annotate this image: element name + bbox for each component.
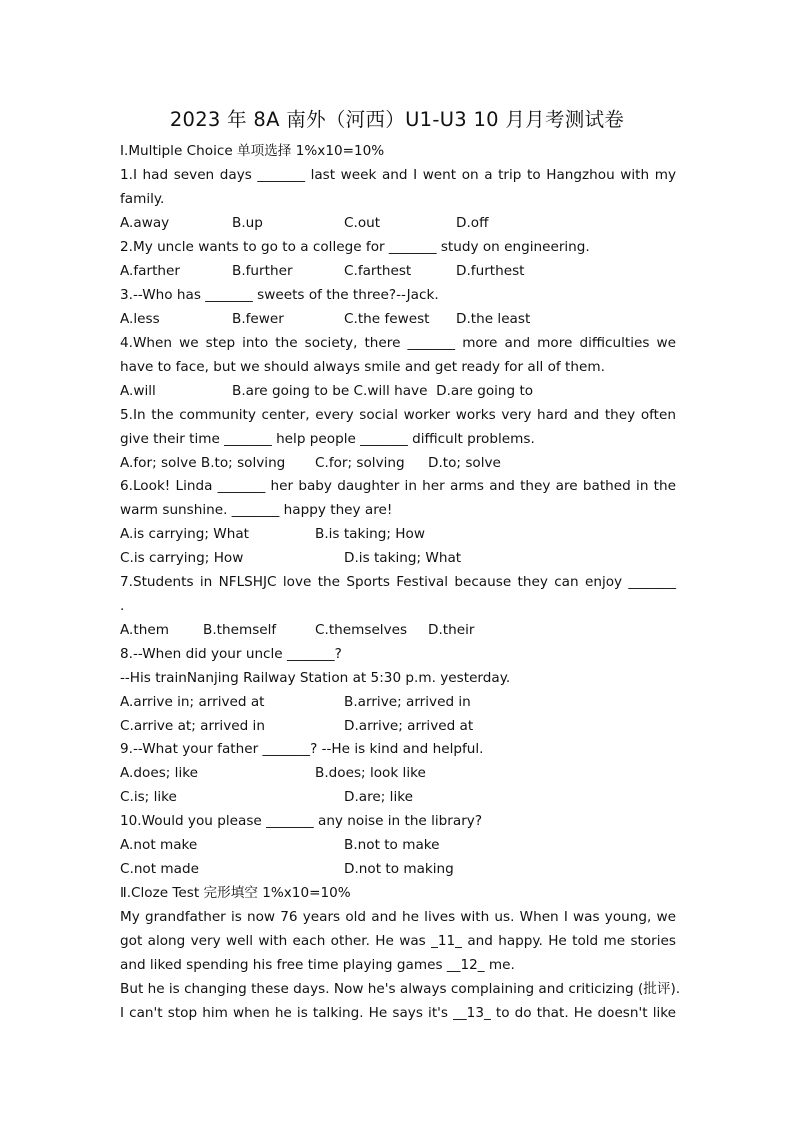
question-9-options-row-2 xyxy=(120,788,680,806)
option-b-c-d: B.are going to be C.will have D.are going to xyxy=(232,383,534,399)
cloze-passage-line-4: But he is changing these days. Now he's always complaining and criticizing (批评). xyxy=(120,981,681,997)
option-b: B.fewer xyxy=(232,311,284,327)
question-7-options xyxy=(120,621,680,639)
option-a: A.farther xyxy=(120,263,180,279)
option-c: C.for; solving xyxy=(315,455,405,471)
question-1-line-2: family. xyxy=(120,191,165,207)
option-d: D.the least xyxy=(456,311,531,327)
question-9-options-row-1 xyxy=(120,764,680,782)
section-2-heading: Ⅱ.Cloze Test 完形填空 1%x10=10% xyxy=(120,885,351,901)
option-d: D.are; like xyxy=(344,789,413,805)
option-b: B.arrive; arrived in xyxy=(344,694,471,710)
question-6-options-row-2 xyxy=(120,549,680,567)
question-4-line-2: have to face, but we should always smile and get ready for all of them. xyxy=(120,359,605,375)
question-7-line-2: . xyxy=(120,598,125,614)
question-8-options-row-2 xyxy=(120,717,680,735)
option-b: B.is taking; How xyxy=(315,526,425,542)
exam-title: 2023 年 8A 南外（河西）U1-U3 10 月月考测试卷 xyxy=(169,108,625,131)
option-c: C.the fewest xyxy=(344,311,430,327)
option-b: B.further xyxy=(232,263,293,279)
option-a: A.less xyxy=(120,311,160,327)
option-a: A.will xyxy=(120,383,156,399)
option-d: D.furthest xyxy=(456,263,525,279)
question-10-options-row-2 xyxy=(120,860,680,878)
question-5-line-1: 5.In the community center, every social worker works very hard and they often xyxy=(120,407,676,423)
cloze-passage-line-5: I can't stop him when he is talking. He says it's __13_ to do that. He doesn't like xyxy=(120,1005,676,1021)
question-2-line-1: 2.My uncle wants to go to a college for _______ study on engineering. xyxy=(120,239,590,255)
question-6-options-row-1 xyxy=(120,525,680,543)
question-5-options xyxy=(120,454,680,472)
option-c: C.is; like xyxy=(120,789,177,805)
option-d: D.not to making xyxy=(344,861,454,877)
option-a: A.away xyxy=(120,215,170,231)
question-8-line-1: 8.--When did your uncle _______? xyxy=(120,646,342,662)
question-10-line-1: 10.Would you please _______ any noise in the library? xyxy=(120,813,483,829)
option-a: A.them xyxy=(120,622,169,638)
question-8-options-row-1 xyxy=(120,693,680,711)
question-1-line-1: 1.I had seven days _______ last week and I went on a trip to Hangzhou with my xyxy=(120,167,676,183)
option-d: D.is taking; What xyxy=(344,550,462,566)
option-a: A.is carrying; What xyxy=(120,526,249,542)
option-d: D.arrive; arrived at xyxy=(344,718,474,734)
option-a-b: A.for; solve B.to; solving xyxy=(120,455,286,471)
section-1-heading: I.Multiple Choice 单项选择 1%x10=10% xyxy=(120,143,385,159)
question-9-line-1: 9.--What your father _______? --He is kind and helpful. xyxy=(120,741,484,757)
option-c: C.out xyxy=(344,215,381,231)
option-a: A.not make xyxy=(120,837,198,853)
cloze-passage-line-2: got along very well with each other. He was _11_ and happy. He told me stories xyxy=(120,933,676,949)
option-a: A.arrive in; arrived at xyxy=(120,694,265,710)
question-7-line-1: 7.Students in NFLSHJC love the Sports Festival because they can enjoy _______ xyxy=(120,574,676,590)
option-c: C.themselves xyxy=(315,622,408,638)
option-d: D.off xyxy=(456,215,489,231)
option-a: A.does; like xyxy=(120,765,198,781)
option-b: B.themself xyxy=(203,622,277,638)
question-4-line-1: 4.When we step into the society, there _______ more and more difficulties we xyxy=(120,335,676,351)
question-6-line-1: 6.Look! Linda _______ her baby daughter in her arms and they are bathed in the xyxy=(120,478,676,494)
question-5-line-2: give their time _______ help people _______ difficult problems. xyxy=(120,431,535,447)
question-4-options xyxy=(120,382,680,400)
option-b: B.up xyxy=(232,215,263,231)
cloze-passage-line-1: My grandfather is now 76 years old and he lives with us. When I was young, we xyxy=(120,909,676,925)
question-3-options xyxy=(120,310,680,328)
question-8-line-2: --His trainNanjing Railway Station at 5:30 p.m. yesterday. xyxy=(120,670,511,686)
question-1-options xyxy=(120,214,680,232)
question-10-options-row-1 xyxy=(120,836,680,854)
option-b: B.does; look like xyxy=(315,765,426,781)
cloze-passage-line-3: and liked spending his free time playing games __12_ me. xyxy=(120,957,515,973)
question-6-line-2: warm sunshine. _______ happy they are! xyxy=(120,502,393,518)
option-c: C.farthest xyxy=(344,263,412,279)
option-b: B.not to make xyxy=(344,837,440,853)
option-d: D.their xyxy=(428,622,475,638)
option-c: C.not made xyxy=(120,861,199,877)
question-2-options xyxy=(120,262,680,280)
option-c: C.is carrying; How xyxy=(120,550,244,566)
option-c: C.arrive at; arrived in xyxy=(120,718,265,734)
question-3-line-1: 3.--Who has _______ sweets of the three?--Jack. xyxy=(120,287,439,303)
option-d: D.to; solve xyxy=(428,455,501,471)
